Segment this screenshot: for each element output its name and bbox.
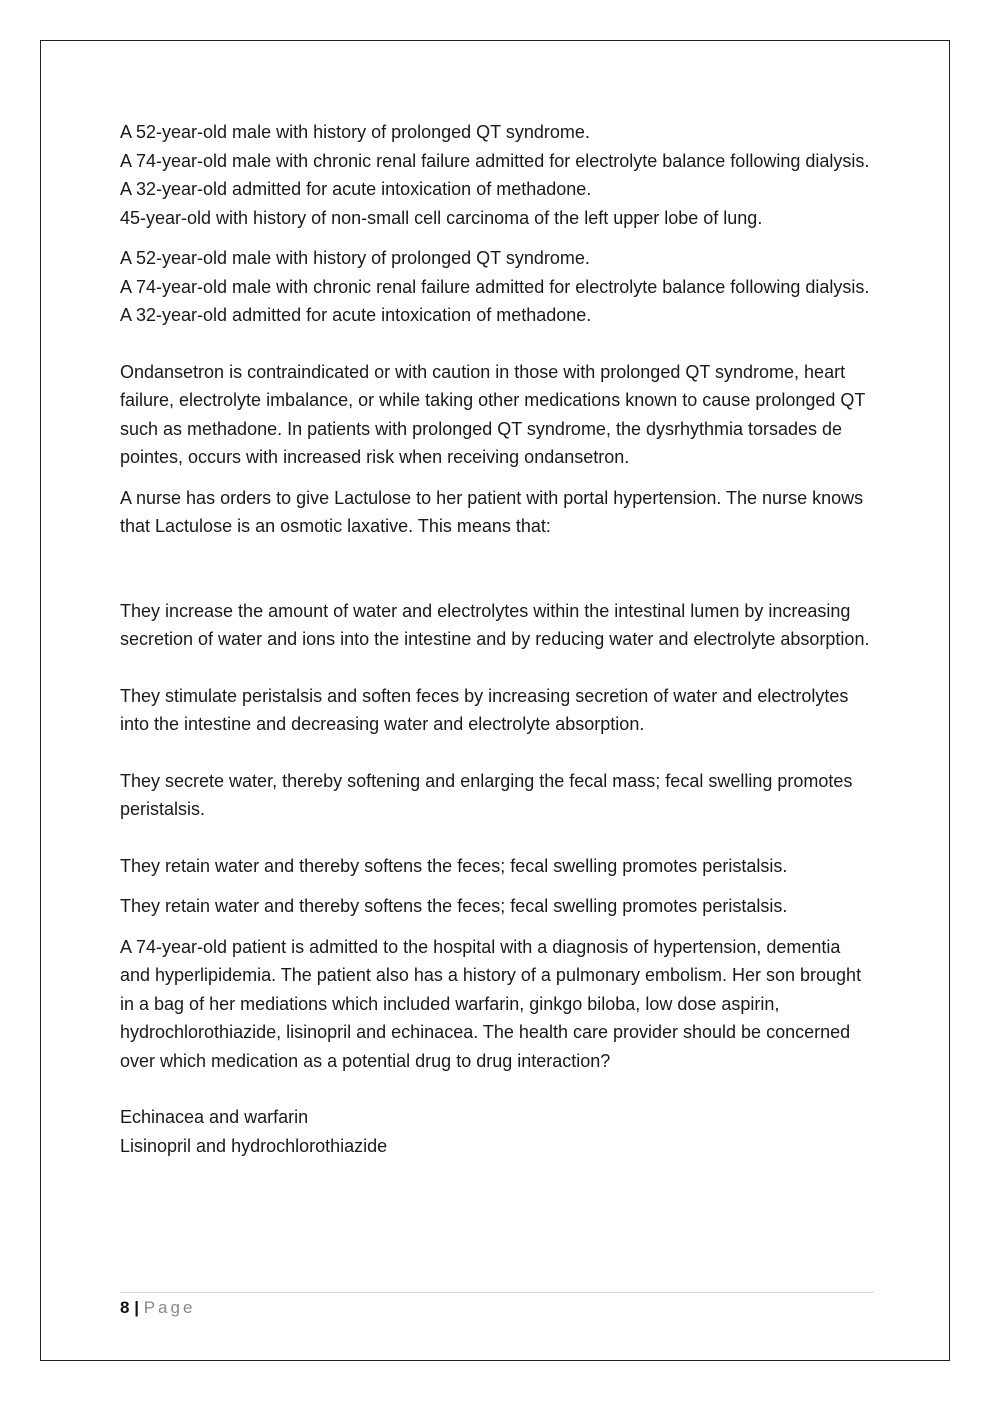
list-item: A 74-year-old male with chronic renal failure admitted for electrolyte balance following dialysis. [120, 150, 870, 171]
option-item: They secrete water, thereby softening and enlarging the fecal mass; fecal swelling promotes peristalsis. [120, 770, 853, 819]
list-item: A 32-year-old admitted for acute intoxication of methadone. [120, 179, 592, 199]
footer-divider [120, 1292, 874, 1293]
list-item: 45-year-old with history of non-small cell carcinoma of the left upper lobe of lung. [120, 207, 763, 228]
footer-separator: | [134, 1298, 139, 1317]
question-lactulose: A nurse has orders to give Lactulose to her patient with portal hypertension. The nurse knows that Lactulose is an osmotic laxative. This means that: [120, 487, 864, 536]
list-item: A 32-year-old admitted for acute intoxication of methadone. [120, 305, 592, 325]
page-label: Page [143, 1298, 196, 1317]
list-item: A 52-year-old male with history of prolonged QT syndrome. [120, 122, 590, 142]
answer-lactulose: They retain water and thereby softens the feces; fecal swelling promotes peristalsis. [120, 896, 788, 916]
answer-list-1 [120, 118, 872, 232]
document-body [120, 118, 872, 1160]
option-item: They increase the amount of water and electrolytes within the intestinal lumen by increasing secretion of water and ions into the intestine and by reducing water and electrolyte absorption. [120, 600, 870, 649]
list-item: A 52-year-old male with history of prolonged QT syndrome. [120, 248, 590, 268]
question-drug-interaction: A 74-year-old patient is admitted to the hospital with a diagnosis of hypertension, dementia and hyperlipidemia. The patient also has a history of a pulmonary embolism. Her son brought in a bag of her mediations which included warfarin, ginkgo biloba, low dose aspirin, hydrochlorothiazide, lisinopril and echinacea. The health care provider should be concerned over which medication as a potential drug to drug interaction? [120, 936, 862, 1071]
option-item: They stimulate peristalsis and soften feces by increasing secretion of water and electrolytes into the intestine and decreasing water and electrolyte absorption. [120, 685, 849, 734]
option-item: They retain water and thereby softens the feces; fecal swelling promotes peristalsis. [120, 855, 788, 876]
options-drug-interaction [120, 1103, 872, 1160]
rationale-paragraph: Ondansetron is contraindicated or with caution in those with prolonged QT syndrome, heart failure, electrolyte imbalance, or while taking other medications known to cause prolonged QT such as methadone. In patients with prolonged QT syndrome, the dysrhythmia torsades de pointes, occurs with increased risk when receiving ondansetron. [120, 361, 866, 467]
list-item: A 74-year-old male with chronic renal failure admitted for electrolyte balance following dialysis. [120, 276, 870, 297]
option-item: Lisinopril and hydrochlorothiazide [120, 1135, 388, 1156]
page-footer [120, 1296, 195, 1320]
answer-list-2 [120, 244, 872, 330]
options-lactulose [120, 597, 872, 881]
option-item: Echinacea and warfarin [120, 1107, 309, 1127]
page-number: 8 [120, 1298, 130, 1317]
